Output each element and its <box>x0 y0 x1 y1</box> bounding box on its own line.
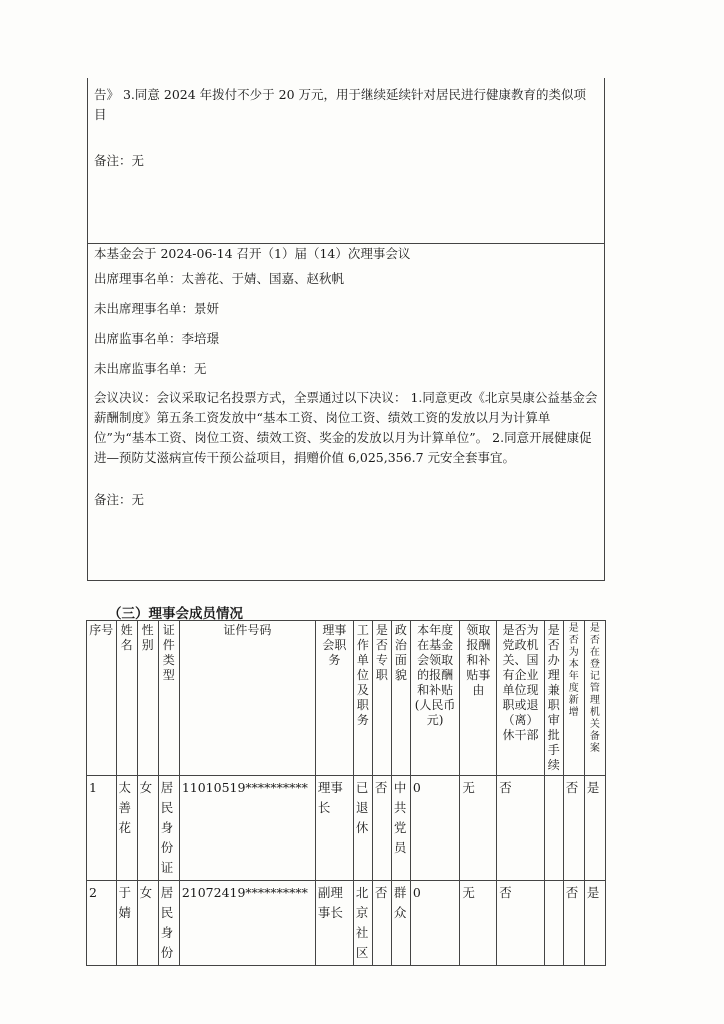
section-title: （三）理事会成员情况 <box>108 606 243 622</box>
cell-approval <box>544 881 563 966</box>
remark-previous: 备注：无 <box>94 153 145 168</box>
col-header-gender: 性别 <box>137 621 158 776</box>
cell-id-number: 11010519********** <box>179 776 315 881</box>
table-row <box>87 776 606 881</box>
col-header-compensation-reason: 领取报酬和补贴事由 <box>460 621 497 776</box>
col-header-new-this-year: 是否为本年度新增 <box>563 621 584 776</box>
meeting-remark: 备注：无 <box>94 492 145 507</box>
col-header-compensation: 本年度在基金会领取的报酬和补贴(人民币元) <box>410 621 460 776</box>
cell-id-type: 居民身份 <box>158 881 179 966</box>
absent-supervisors: 未出席监事名单：无 <box>94 361 207 376</box>
cell-id-type: 居民身份证 <box>158 776 179 881</box>
col-header-employer: 工作单位及职务 <box>353 621 372 776</box>
col-header-official-cadre: 是否为党政机关、国有企业单位现职或退（离）休干部 <box>497 621 544 776</box>
cell-approval <box>544 776 563 881</box>
col-header-id-type: 证件类型 <box>158 621 179 776</box>
cell-political-status: 中共党员 <box>391 776 410 881</box>
cell-registered: 是 <box>584 776 605 881</box>
cell-official-cadre: 否 <box>497 776 544 881</box>
table-header-row <box>87 621 606 776</box>
cell-index: 1 <box>87 776 117 881</box>
cell-political-status: 群众 <box>391 881 410 966</box>
cell-new-this-year: 否 <box>563 881 584 966</box>
absent-directors: 未出席理事名单：景妍 <box>94 301 220 316</box>
cell-compensation-reason: 无 <box>460 776 497 881</box>
cell-full-time: 否 <box>372 881 391 966</box>
table-row <box>87 881 606 966</box>
cell-registered: 是 <box>584 881 605 966</box>
cell-board-position: 副理事长 <box>315 881 353 966</box>
col-header-index: 序号 <box>87 621 117 776</box>
cell-board-position: 理事长 <box>315 776 353 881</box>
cell-name: 于婧 <box>116 881 137 966</box>
cell-official-cadre: 否 <box>497 881 544 966</box>
cell-gender: 女 <box>137 776 158 881</box>
cell-compensation-reason: 无 <box>460 881 497 966</box>
col-header-id-number: 证件号码 <box>179 621 315 776</box>
attending-supervisors: 出席监事名单：李培璟 <box>94 331 220 346</box>
cell-employer: 已退休 <box>353 776 372 881</box>
board-members-table <box>86 620 606 966</box>
col-header-approval: 是否办理兼职审批手续 <box>544 621 563 776</box>
cell-id-number: 21072419********** <box>179 881 315 966</box>
continuation-line-1: 告》 3.同意 2024 年拨付不少于 20 万元，用于继续延续针对居民进行健康教育的类似项 <box>94 87 587 102</box>
cell-full-time: 否 <box>372 776 391 881</box>
col-header-registered: 是否在登记管理机关备案 <box>584 621 605 776</box>
meeting-resolution: 会议决议：会议采取记名投票方式，全票通过以下决议： 1.同意更改《北京昊康公益基金会薪酬制度》第五条工资发放中“基本工资、岗位工资、绩效工资的发放以月为计算单位”为“基本工资、岗位工资、绩效工资、奖金的发放以月为计算单位”。 2.同意开展健康促进—预防艾滋病宣传干预公益项目，捐赠价值 6,025,356.7 元安全套事宜。 <box>94 390 598 465</box>
col-header-full-time: 是否专职 <box>372 621 391 776</box>
cell-new-this-year: 否 <box>563 776 584 881</box>
cell-employer: 北京社区 <box>353 881 372 966</box>
col-header-political-status: 政治面貌 <box>391 621 410 776</box>
attending-directors: 出席理事名单：太善花、于婧、国嘉、赵秋帆 <box>94 271 345 286</box>
cell-compensation: 0 <box>410 776 460 881</box>
meeting-header: 本基金会于 2024-06-14 召开（1）届（14）次理事会议 <box>94 246 411 261</box>
col-header-name: 姓名 <box>116 621 137 776</box>
col-header-board-position: 理事会职务 <box>315 621 353 776</box>
cell-name: 太善花 <box>116 776 137 881</box>
cell-gender: 女 <box>137 881 158 966</box>
continuation-line-2: 目 <box>94 107 107 122</box>
cell-index: 2 <box>87 881 117 966</box>
cell-compensation: 0 <box>410 881 460 966</box>
